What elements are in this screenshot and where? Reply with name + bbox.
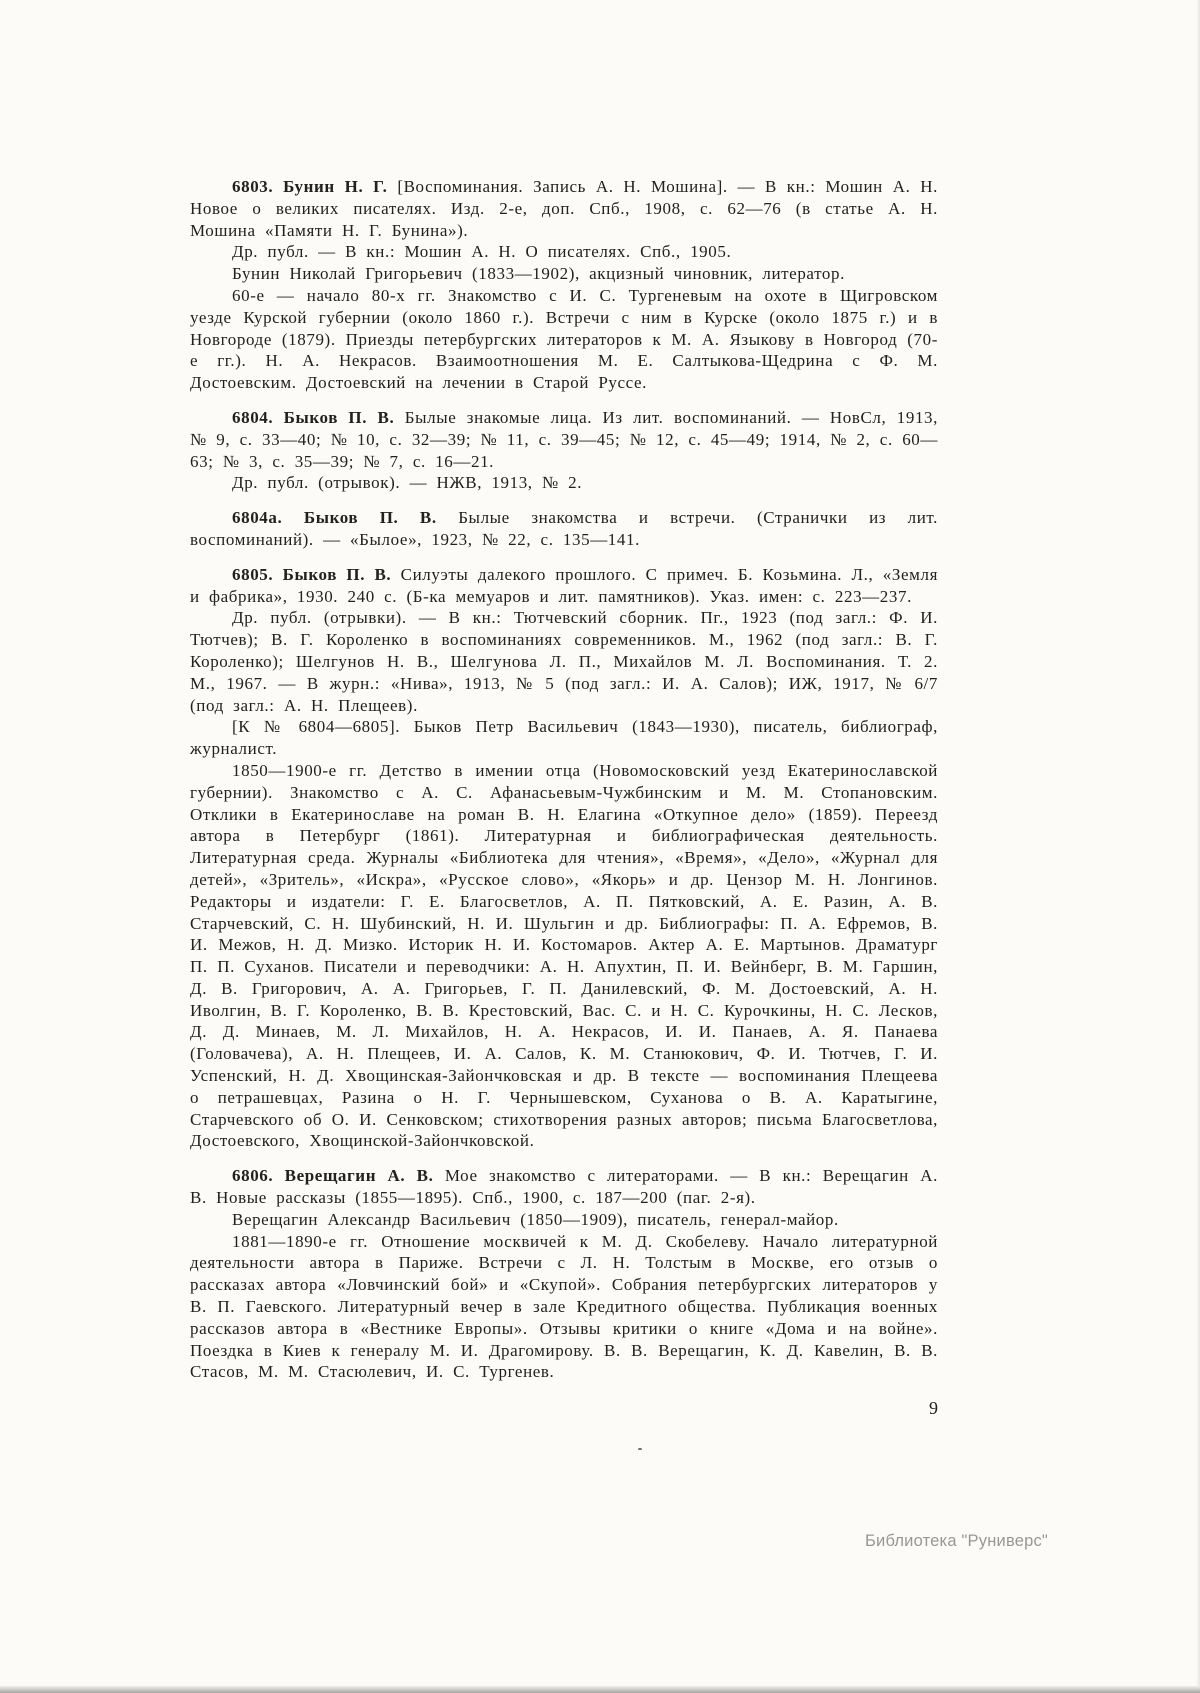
paragraph-text: Бунин Николай Григорьевич (1833—1902), акцизный чиновник, литератор. [232, 264, 845, 284]
entry-number-author: 6806. Верещагин А. В. [232, 1166, 434, 1186]
bibliography-entry-6805 [190, 564, 938, 1153]
bibliography-entry-6804 [190, 407, 938, 494]
entry-citation-text: [Воспоминания. Запись А. Н. Мошина]. — В кн.: Мошин А. Н. Новое о великих писателях. Изд. 2-е, доп. Спб., 1908, с. 62—76 (в статье А. Н. Мошина «Памяти Н. Г. Бунина»). [190, 177, 938, 240]
entry-heading-paragraph [190, 176, 938, 241]
entry-annotation [190, 1231, 938, 1384]
entry-heading-paragraph [190, 407, 938, 472]
paragraph-text: Верещагин Александр Васильевич (1850—1909), писатель, генерал-майор. [232, 1209, 839, 1229]
scan-edge-right [1196, 0, 1200, 1693]
bibliography-entry-6803 [190, 176, 938, 394]
scan-artifact-dot [638, 1448, 642, 1450]
entry-citation-text: Мое знакомство с литераторами. — В кн.: Верещагин А. В. Новые рассказы (1855—1895). Спб., 1900, с. 187—200 (паг. 2-я). [190, 1166, 939, 1208]
paragraph-text: [К № 6804—6805]. Быков Петр Васильевич (1843—1930), писатель, библиограф, журналист. [190, 717, 938, 759]
entry-other-publications [190, 241, 938, 263]
page-number: 9 [929, 1398, 938, 1418]
entry-number-author: 6804а. Быков П. В. [232, 508, 437, 528]
entry-citation-text: Силуэты далекого прошлого. С примеч. Б. Козьмина. Л., «Земля и фабрика», 1930. 240 с. (Б-ка мемуаров и лит. памятников). Указ. имен: с. 223—237. [190, 564, 939, 606]
entry-citation-text: Былые знакомые лица. Из лит. воспоминаний. — НовСл, 1913, № 9, с. 33—40; № 10, с. 32—39; № 11, с. 39—45; № 12, с. 45—49; 1914, № 2, с. 60—63; № 3, с. 35—39; № 7, с. 16—21. [190, 407, 939, 471]
entry-person-note [190, 716, 938, 760]
entry-citation-text: Былые знакомства и встречи. (Странички из лит. воспоминаний). — «Былое», 1923, № 22, с. 135—141. [190, 508, 938, 549]
entry-number-author: 6804. Быков П. В. [232, 407, 395, 427]
paragraph-text: 1881—1890-е гг. Отношение москвичей к М. Д. Скобелеву. Начало литературной деятельности автора в Париже. Встречи с Л. Н. Толстым в Москве, его отзыв о рассказах автора «Ловчинский бой» и «Скупой». Собрания петербургских литераторов у В. П. Гаевского. Литературный вечер в зале Кредитного общества. Публикация военных рассказов автора в «Вестнике Европы». Отзывы критики о книге «Дома и на войне». Поездка в Киев к генералу М. И. Драгомирову. В. В. Верещагин, К. Д. Кавелин, В. В. Стасов, М. М. Стасюлевич, И. С. Тургенев. [190, 1231, 938, 1382]
entry-annotation [190, 760, 938, 1152]
bibliography-content [190, 176, 938, 1383]
bibliography-entry-6806 [190, 1165, 938, 1383]
paragraph-text: 60-е — начало 80-х гг. Знакомство с И. С. Тургеневым на охоте в Щигровском уезде Курской губернии (около 1860 г.). Встречи с ним в Курске (около 1875 г.) и в Новгороде (1879). Приезды петербургских литераторов к М. А. Языкову в Новгород (70-е гг.). Н. А. Некрасов. Взаимоотношения М. Е. Салтыкова-Щедрина с Ф. М. Достоевским. Достоевский на лечении в Старой Руссе. [190, 285, 938, 393]
paragraph-text: 1850—1900-е гг. Детство в имении отца (Новомосковский уезд Екатеринославской губернии). Знакомство с А. С. Афанасьевым-Чужбинским и М. М. Стопановским. Отклики в Екатеринославе на роман В. Н. Елагина «Откупное дело» (1859). Переезд автора в Петербург (1861). Литературная и библиографическая деятельность. Литературная среда. Журналы «Библиотека для чтения», «Время», «Дело», «Журнал для детей», «Зритель», «Искра», «Русское слово», «Якорь» и др. Цензор М. Н. Лонгинов. Редакторы и издатели: Г. Е. Благосветлов, А. П. Пятковский, А. Е. Разин, А. В. Старчевский, С. Н. Шубинский, Н. И. Шульгин и др. Библиографы: П. А. Ефремов, В. И. Межов, Н. Д. Мизко. Историк Н. И. Костомаров. Актер А. Е. Мартынов. Драматург П. П. Суханов. Писатели и переводчики: А. Н. Апухтин, П. И. Вейнберг, В. М. Гаршин, Д. В. Григорович, А. А. Григорьев, Г. П. Данилевский, Ф. М. Достоевский, А. Н. Иволгин, В. Г. Короленко, В. В. Крестовский, Вас. С. и Н. С. Курочкины, Н. С. Лесков, Д. Д. Минаев, М. Л. Михайлов, Н. А. Некрасов, И. И. Панаев, А. Я. Панаева (Головачева), А. Н. Плещеев, И. А. Салов, К. М. Станюкович, Ф. И. Тютчев, Г. И. Успенский, Н. Д. Хвощинская-Зайончковская и др. В тексте — воспоминания Плещеева о петрашевцах, Разина о Н. Г. Чернышевском, Суханова о В. А. Каратыгине, Старчевского об О. И. Сенковском; стихотворения разных авторов; письма Благосветлова, Достоевского, Хвощинской-Зайончковской. [190, 760, 938, 1151]
entry-other-publications [190, 472, 938, 494]
paragraph-text: Др. публ. — В кн.: Мошин А. Н. О писателях. Спб., 1905. [232, 242, 732, 262]
library-watermark: Библиотека "Руниверс" [865, 1532, 1048, 1550]
bibliography-entry-6804a [190, 507, 938, 551]
entry-heading-paragraph [190, 1165, 938, 1209]
entry-person-note [190, 263, 938, 285]
entry-annotation [190, 285, 938, 394]
entry-person-note [190, 1209, 938, 1231]
entry-other-publications [190, 607, 938, 716]
paragraph-text: Др. публ. (отрывок). — НЖВ, 1913, № 2. [232, 473, 583, 493]
paragraph-text: Др. публ. (отрывки). — В кн.: Тютчевский сборник. Пг., 1923 (под загл.: Ф. И. Тютчев); В. Г. Короленко в воспоминаниях современников. М., 1962 (под загл.: В. Г. Короленко); Шелгунов Н. В., Шелгунова Л. П., Михайлов М. Л. Воспоминания. Т. 2. М., 1967. — В журн.: «Нива», 1913, № 5 (под загл.: И. А. Салов); ИЖ, 1917, № 6/7 (под загл.: А. Н. Плещеев). [190, 608, 938, 715]
scan-edge-bottom [0, 1686, 1200, 1693]
entry-heading-paragraph [190, 507, 938, 551]
entry-number-author: 6805. Быков П. В. [232, 564, 392, 584]
entry-number-author: 6803. Бунин Н. Г. [232, 177, 388, 196]
entry-heading-paragraph [190, 564, 938, 608]
